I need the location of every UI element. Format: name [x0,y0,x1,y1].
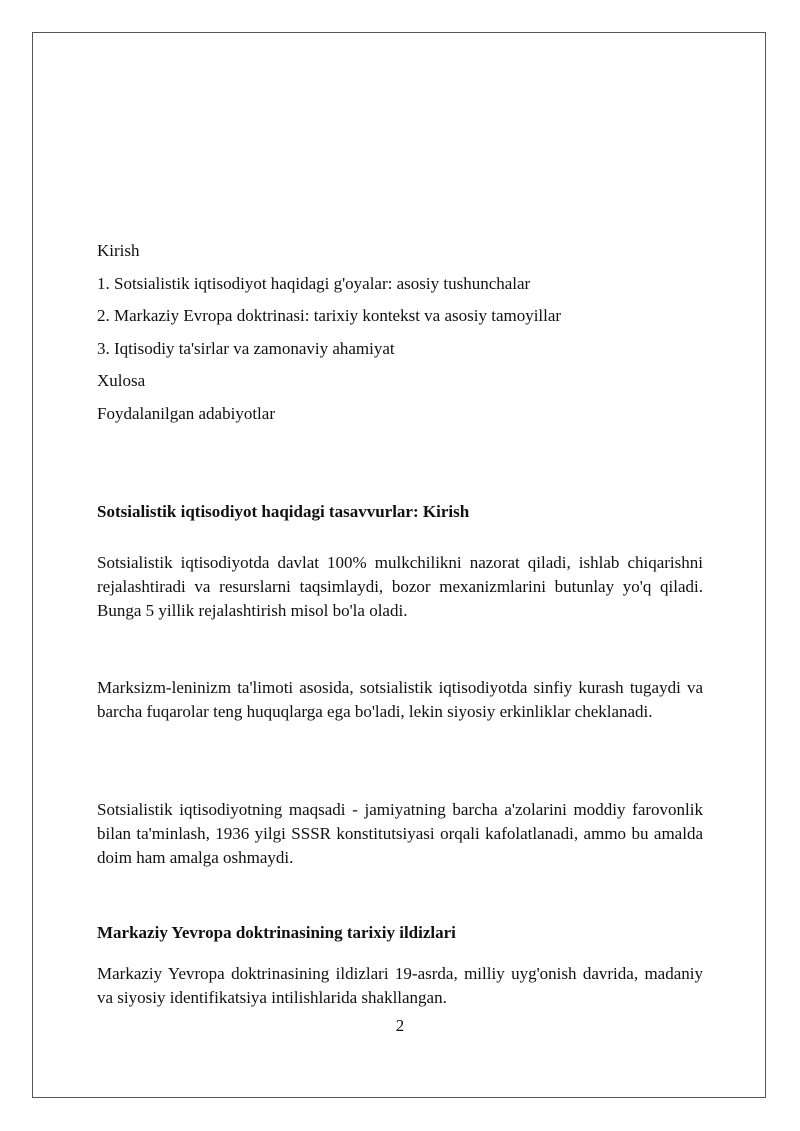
body-paragraph: Sotsialistik iqtisodiyotda davlat 100% mulkchilikni nazorat qiladi, ishlab chiqarishni rejalashtiradi va resurslarni taqsimlaydi, bozor mexanizmlarini butunlay yo'q qiladi. Bunga 5 yillik rejalashtirish misol bo'la oladi. [97,553,703,620]
table-of-contents [97,240,703,436]
toc-item: Kirish [97,241,140,260]
body-paragraph: Sotsialistik iqtisodiyotning maqsadi - jamiyatning barcha a'zolarini moddiy farovonlik bilan ta'minlash, 1936 yilgi SSSR konstitutsiyasi orqali kafolatlanadi, ammo bu amalda doim ham amalga oshmaydi. [97,800,703,867]
body-paragraph: Markaziy Yevropa doktrinasining ildizlari 19-asrda, milliy uyg'onish davrida, madaniy va siyosiy identifikatsiya intilishlarida shakllangan. [97,964,703,1007]
toc-item: Xulosa [97,371,146,391]
toc-item: 3. Iqtisodiy ta'sirlar va zamonaviy ahamiyat [97,338,395,358]
toc-item: 2. Markaziy Evropa doktrinasi: tarixiy kontekst va asosiy tamoyillar [97,306,562,326]
section-heading: Sotsialistik iqtisodiyot haqidagi tasavvurlar: Kirish [97,502,470,521]
toc-item: Foydalanilgan adabiyotlar [97,403,275,423]
section-heading: Markaziy Yevropa doktrinasining tarixiy ildizlari [97,923,456,942]
page-number: 2 [395,1016,405,1035]
toc-item: 1. Sotsialistik iqtisodiyot haqidagi g'oyalar: asosiy tushunchalar [97,273,531,293]
body-paragraph: Marksizm-leninizm ta'limoti asosida, sotsialistik iqtisodiyotda sinfiy kurash tugaydi va barcha fuqarolar teng huquqlarga ega bo'ladi, lekin siyosiy erkinliklar cheklanadi. [97,678,703,721]
